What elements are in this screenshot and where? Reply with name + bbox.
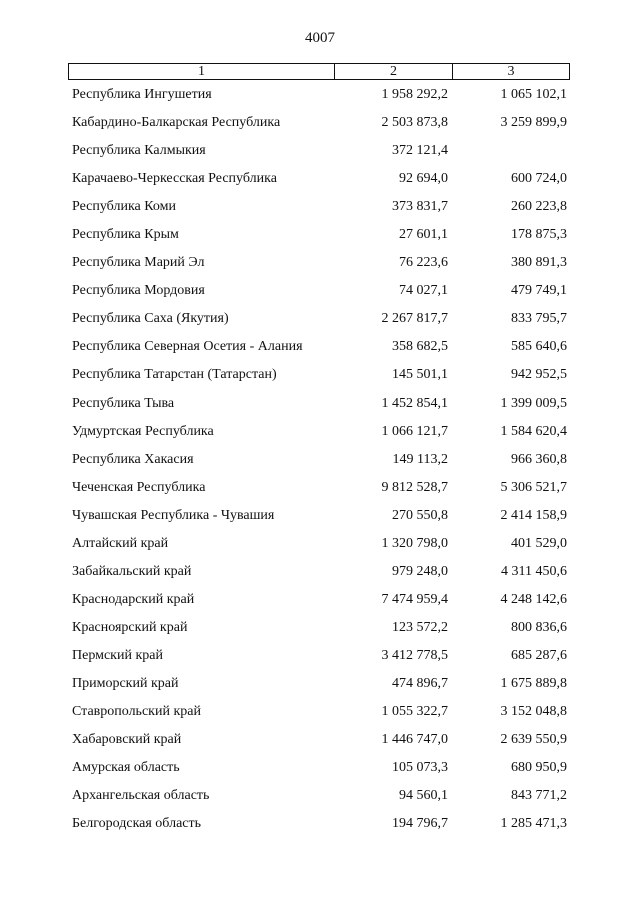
value-col2: 2 267 817,7	[381, 311, 448, 327]
table-row	[0, 618, 640, 646]
region-name: Удмуртская Республика	[72, 423, 214, 439]
region-name: Красноярский край	[72, 619, 188, 635]
region-name: Республика Хакасия	[72, 451, 194, 467]
region-name: Кабардино-Балкарская Республика	[72, 115, 281, 131]
table-row	[0, 113, 640, 141]
table-row	[0, 281, 640, 309]
value-col2: 474 896,7	[392, 675, 448, 691]
value-col2: 373 831,7	[392, 199, 448, 215]
value-col2: 149 113,2	[392, 451, 448, 467]
table-row	[0, 394, 640, 422]
table-row	[0, 450, 640, 478]
table-row	[0, 253, 640, 281]
table-row	[0, 702, 640, 730]
table-row	[0, 365, 640, 393]
region-name: Ставропольский край	[72, 704, 201, 720]
value-col3: 260 223,8	[511, 199, 567, 215]
table-row	[0, 590, 640, 618]
table-row	[0, 758, 640, 786]
table-row	[0, 85, 640, 113]
value-col3: 4 248 142,6	[500, 591, 567, 607]
value-col2: 27 601,1	[399, 227, 448, 243]
value-col2: 1 452 854,1	[381, 395, 448, 411]
table-row	[0, 197, 640, 225]
value-col3: 600 724,0	[511, 171, 567, 187]
value-col3: 3 152 048,8	[500, 704, 567, 720]
value-col2: 9 812 528,7	[381, 479, 448, 495]
region-name: Республика Коми	[72, 199, 176, 215]
table-header-row	[68, 63, 570, 80]
value-col2: 1 958 292,2	[381, 87, 448, 102]
region-name: Республика Северная Осетия - Алания	[72, 339, 303, 355]
value-col3: 401 529,0	[511, 535, 567, 551]
region-name: Алтайский край	[72, 535, 169, 551]
value-col2: 1 446 747,0	[381, 732, 448, 748]
value-col3: 1 675 889,8	[500, 675, 567, 691]
table-row	[0, 478, 640, 506]
table-row	[0, 225, 640, 253]
table-row	[0, 337, 640, 365]
region-name: Республика Крым	[72, 227, 179, 243]
value-col2: 94 560,1	[399, 788, 448, 804]
value-col2: 194 796,7	[392, 816, 448, 832]
value-col2: 74 027,1	[399, 283, 448, 299]
table-row	[0, 674, 640, 702]
value-col3: 1 584 620,4	[500, 423, 567, 439]
value-col2: 105 073,3	[392, 760, 448, 776]
value-col2: 372 121,4	[392, 143, 448, 159]
value-col3: 479 749,1	[511, 283, 567, 299]
header-cell-col3: 3	[507, 64, 515, 79]
value-col3: 1 065 102,1	[500, 87, 567, 102]
region-name: Хабаровский край	[72, 732, 182, 748]
value-col3: 380 891,3	[511, 255, 567, 271]
value-col2: 7 474 959,4	[381, 591, 448, 607]
value-col2: 145 501,1	[392, 367, 448, 383]
value-col3: 833 795,7	[511, 311, 567, 327]
region-name: Республика Саха (Якутия)	[72, 311, 229, 327]
table-row	[0, 786, 640, 814]
value-col3: 2 639 550,9	[500, 732, 567, 748]
value-col3: 1 399 009,5	[500, 395, 567, 411]
region-name: Забайкальский край	[72, 563, 192, 579]
value-col3: 585 640,6	[511, 339, 567, 355]
value-col3: 2 414 158,9	[500, 507, 567, 523]
value-col2: 76 223,6	[399, 255, 448, 271]
value-col3: 966 360,8	[511, 451, 567, 467]
header-cell-col1: 1	[69, 64, 335, 79]
table-row	[0, 814, 640, 842]
region-name: Республика Ингушетия	[72, 87, 212, 102]
region-name: Чеченская Республика	[72, 479, 206, 495]
value-col2: 270 550,8	[392, 507, 448, 523]
header-cell-col2: 2	[335, 64, 453, 79]
region-name: Приморский край	[72, 675, 179, 691]
value-col2: 979 248,0	[392, 563, 448, 579]
value-col3: 5 306 521,7	[500, 479, 567, 495]
region-name: Пермский край	[72, 647, 163, 663]
table-body	[0, 85, 640, 842]
region-name: Краснодарский край	[72, 591, 195, 607]
region-name: Архангельская область	[72, 788, 210, 804]
value-col3: 843 771,2	[511, 788, 567, 804]
value-col3: 1 285 471,3	[500, 816, 567, 832]
value-col3: 942 952,5	[511, 367, 567, 383]
table-row	[0, 534, 640, 562]
region-name: Республика Марий Эл	[72, 255, 205, 271]
value-col2: 1 055 322,7	[381, 704, 448, 720]
region-name: Белгородская область	[72, 816, 202, 832]
value-col3: 4 311 450,6	[501, 563, 567, 579]
region-name: Республика Калмыкия	[72, 143, 206, 159]
region-name: Республика Мордовия	[72, 283, 205, 299]
region-name: Чувашская Республика - Чувашия	[72, 507, 275, 523]
table-row	[0, 562, 640, 590]
value-col3: 178 875,3	[511, 227, 567, 243]
value-col2: 1 320 798,0	[381, 535, 448, 551]
value-col3: 800 836,6	[511, 619, 567, 635]
table-row	[0, 141, 640, 169]
value-col3: 680 950,9	[511, 760, 567, 776]
value-col3: 3 259 899,9	[500, 115, 567, 131]
table-row	[0, 506, 640, 534]
region-name: Республика Татарстан (Татарстан)	[72, 367, 277, 383]
value-col2: 92 694,0	[399, 171, 448, 187]
value-col2: 3 412 778,5	[381, 647, 448, 663]
value-col2: 123 572,2	[392, 619, 448, 635]
region-name: Республика Тыва	[72, 395, 175, 411]
table-row	[0, 169, 640, 197]
value-col2: 358 682,5	[392, 339, 448, 355]
table-row	[0, 309, 640, 337]
region-name: Карачаево-Черкесская Республика	[72, 171, 277, 187]
table-row	[0, 730, 640, 758]
table-row	[0, 646, 640, 674]
page-number: 4007	[305, 30, 335, 46]
value-col3: 685 287,6	[511, 647, 567, 663]
value-col2: 1 066 121,7	[381, 423, 448, 439]
region-name: Амурская область	[72, 760, 180, 776]
table-row	[0, 422, 640, 450]
value-col2: 2 503 873,8	[381, 115, 448, 131]
